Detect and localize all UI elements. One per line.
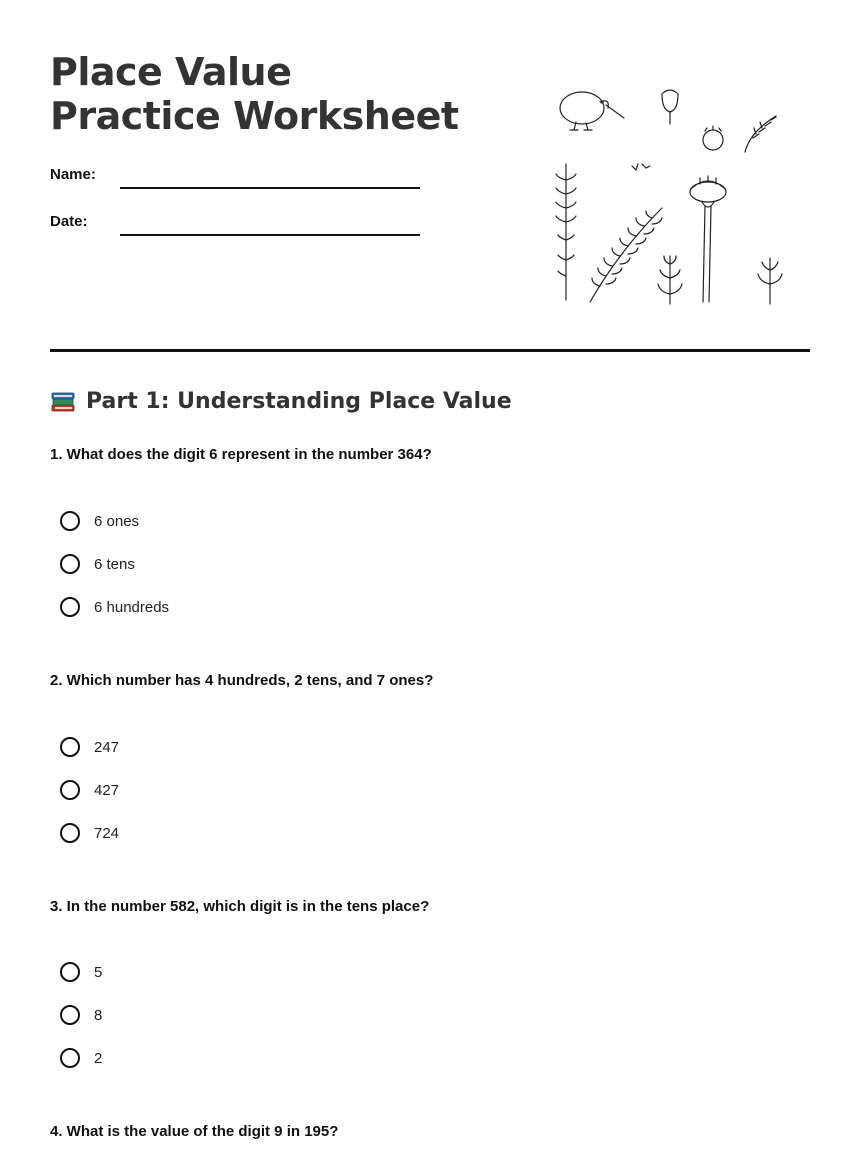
round-flower-icon — [703, 126, 723, 150]
option-label: 6 tens — [94, 555, 135, 573]
q1-option-3[interactable] — [60, 597, 169, 617]
small-plant-icon — [658, 256, 682, 304]
tiny-birds-icon — [632, 164, 650, 170]
q3-option-2[interactable] — [60, 1005, 102, 1025]
daisy-flower-icon — [690, 176, 726, 302]
q3-option-3[interactable] — [60, 1048, 102, 1068]
q1-option-1[interactable] — [60, 511, 139, 531]
sprig-icon — [745, 116, 776, 152]
fern-icon — [556, 164, 576, 300]
section-heading — [50, 388, 512, 414]
question-2: 2. Which number has 4 hundreds, 2 tens, and 7 ones? — [50, 672, 434, 689]
radio-button[interactable] — [60, 780, 80, 800]
section-heading-text: Part 1: Understanding Place Value — [86, 388, 512, 414]
name-label: Name: — [50, 166, 96, 183]
name-field[interactable] — [120, 187, 420, 189]
seedling-icon — [758, 258, 782, 304]
radio-button[interactable] — [60, 554, 80, 574]
leafy-branch-icon — [590, 208, 662, 302]
question-4: 4. What is the value of the digit 9 in 195? — [50, 1123, 339, 1140]
section-divider — [50, 349, 810, 352]
question-3: 3. In the number 582, which digit is in the tens place? — [50, 898, 430, 915]
radio-button[interactable] — [60, 511, 80, 531]
radio-button[interactable] — [60, 962, 80, 982]
option-label: 427 — [94, 781, 120, 799]
question-1: 1. What does the digit 6 represent in the number 364? — [50, 446, 432, 463]
q3-option-1[interactable] — [60, 962, 102, 982]
q2-option-3[interactable] — [60, 823, 119, 843]
radio-button[interactable] — [60, 1048, 80, 1068]
option-label: 5 — [94, 963, 103, 981]
q1-option-2[interactable] — [60, 554, 135, 574]
option-label: 247 — [94, 738, 120, 756]
worksheet-title: Place Value Practice Worksheet — [50, 50, 459, 138]
date-field[interactable] — [120, 234, 420, 236]
radio-button[interactable] — [60, 1005, 80, 1025]
q2-option-1[interactable] — [60, 737, 119, 757]
tulip-icon — [662, 90, 678, 124]
radio-button[interactable] — [60, 597, 80, 617]
option-label: 6 ones — [94, 512, 140, 530]
kiwi-and-plants-illustration — [550, 80, 790, 310]
option-label: 6 hundreds — [94, 598, 170, 616]
radio-button[interactable] — [60, 823, 80, 843]
option-label: 8 — [94, 1006, 103, 1024]
option-label: 724 — [94, 824, 120, 842]
kiwi-bird-icon — [560, 92, 624, 130]
q2-option-2[interactable] — [60, 780, 119, 800]
date-label: Date: — [50, 213, 88, 230]
option-label: 2 — [94, 1049, 103, 1067]
books-icon — [50, 388, 76, 414]
radio-button[interactable] — [60, 737, 80, 757]
